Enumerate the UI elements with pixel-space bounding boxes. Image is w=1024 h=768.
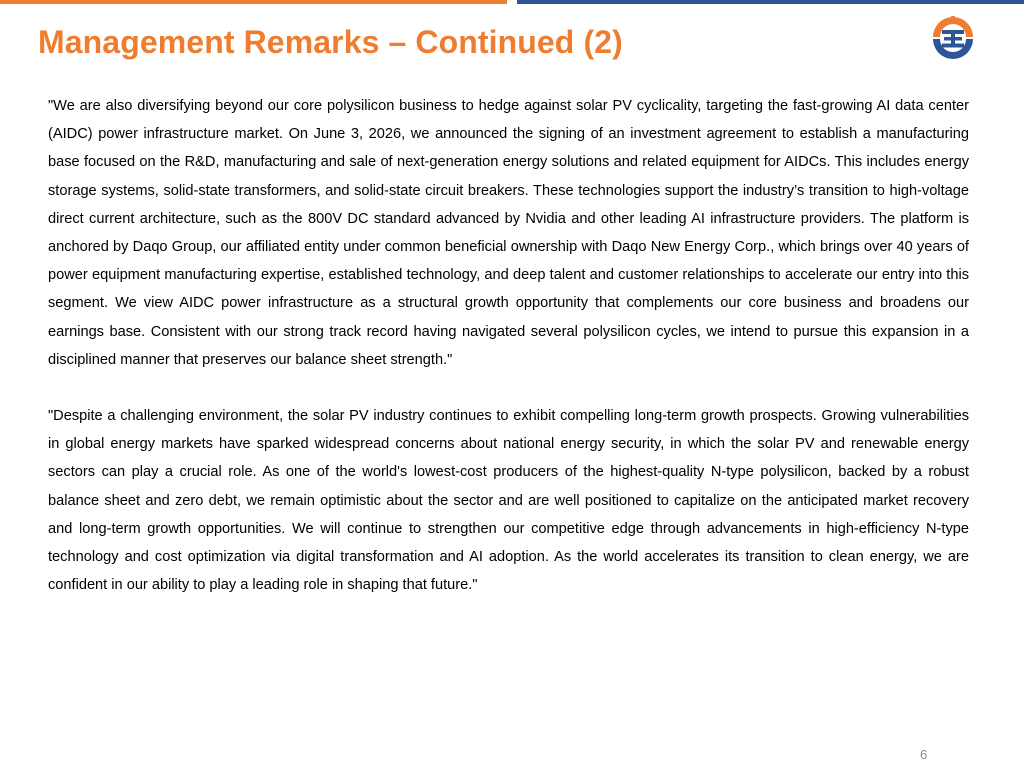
- slide-title: Management Remarks – Continued (2): [38, 24, 623, 60]
- header-accent-bar-orange: [0, 0, 507, 4]
- remarks-body: [48, 92, 969, 599]
- company-logo-icon: [929, 13, 977, 63]
- header-accent-bar-blue: [517, 0, 1024, 4]
- page-number: 6: [920, 747, 928, 762]
- remarks-paragraph-1: "We are also diversifying beyond our core polysilicon business to hedge against solar PV cyclicality, targeting the fast-growing AI data center (AIDC) power infrastructure market. On June 3, 2026, we announced the signing of an investment agreement to establish a manufacturing base focused on the R&D, manufacturing and sale of next-generation energy solutions and related equipment for AIDCs. This includes energy storage systems, solid-state transformers, and solid-state circuit breakers. These technologies support the industry’s transition to high-voltage direct current architecture, such as the 800V DC standard advanced by Nvidia and other leading AI infrastructure providers. The platform is anchored by Daqo Group, our affiliated entity under common beneficial ownership with Daqo New Energy Corp., which brings over 40 years of power equipment manufacturing expertise, established technology, and deep talent and customer relationships to accelerate our entry into this segment. We view AIDC power infrastructure as a structural growth opportunity that complements our core business and broadens our earnings base. Consistent with our strong track record having navigated several polysilicon cycles, we intend to pursue this expansion in a disciplined manner that preserves our balance sheet strength.": [48, 98, 969, 368]
- remarks-paragraph-2: "Despite a challenging environment, the solar PV industry continues to exhibit compelling long-term growth prospects. Growing vulnerabilities in global energy markets have sparked widespread concerns about national energy security, in which the solar PV and renewable energy sectors can play a crucial role. As one of the world's lowest-cost producers of the highest-quality N-type polysilicon, backed by a robust balance sheet and zero debt, we remain optimistic about the sector and are well positioned to capitalize on the anticipated market recovery and long-term growth opportunities. We will continue to strengthen our competitive edge through advancements in high-efficiency N-type technology and cost optimization via digital transformation and AI adoption. As the world accelerates its transition to clean energy, we are confident in our ability to play a leading role in shaping that future.": [48, 408, 969, 594]
